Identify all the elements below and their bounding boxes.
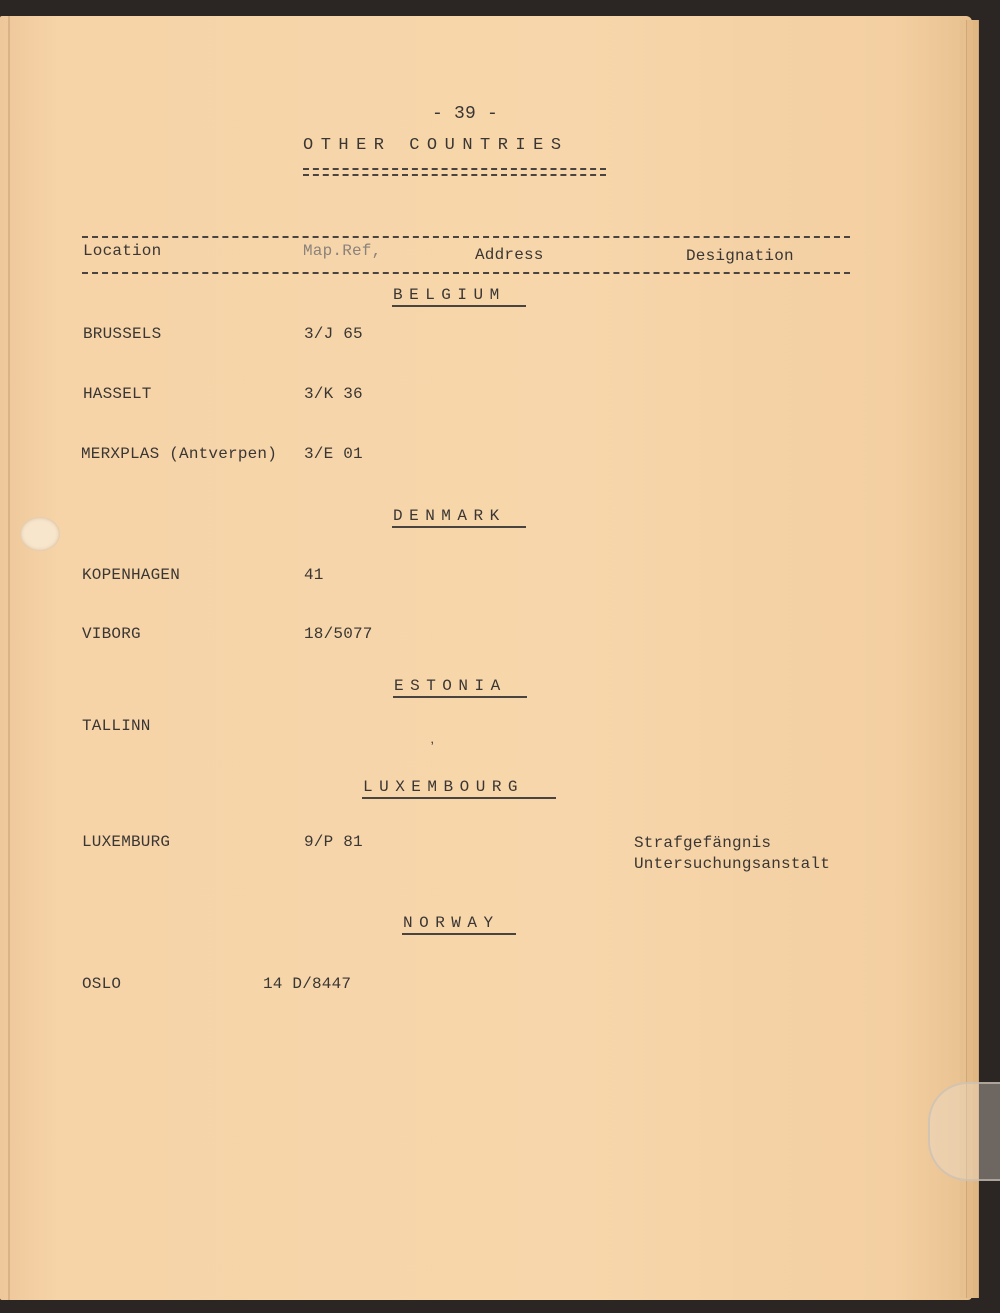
location-cell: MERXPLAS (Antverpen) — [81, 445, 278, 463]
location-cell: OSLO — [82, 975, 122, 993]
location-cell: LUXEMBURG — [82, 833, 171, 851]
location-cell: BRUSSELS — [83, 325, 162, 343]
country-heading-luxembourg: LUXEMBOURG — [363, 778, 525, 796]
map-ref-cell: 41 — [304, 566, 324, 584]
location-cell: TALLINN — [82, 717, 151, 735]
column-header-map-ref: Map.Ref, — [303, 242, 382, 260]
country-heading-estonia: ESTONIA — [394, 677, 507, 695]
country-underline — [392, 526, 526, 528]
page-title: OTHER COUNTRIES — [303, 136, 569, 155]
punch-hole — [20, 517, 60, 551]
map-ref-cell: 3/K 36 — [304, 385, 363, 403]
header-rule-top — [82, 236, 850, 238]
header-rule-bottom — [82, 272, 850, 274]
country-underline — [402, 933, 516, 935]
title-underline — [303, 174, 606, 176]
column-header-location: Location — [83, 242, 162, 260]
location-cell: KOPENHAGEN — [82, 566, 181, 584]
map-ref-cell: 9/P 81 — [304, 833, 363, 851]
location-cell: HASSELT — [83, 385, 152, 403]
ink-mark: ʼ — [428, 741, 437, 757]
country-heading-denmark: DENMARK — [393, 507, 506, 525]
page-spine-shadow — [8, 16, 10, 1300]
map-ref-cell: 3/E 01 — [304, 445, 363, 463]
country-underline — [362, 797, 556, 799]
document-page — [0, 16, 972, 1300]
column-header-designation: Designation — [686, 247, 794, 265]
designation-cell: Strafgefängnis — [634, 834, 772, 852]
page-number: - 39 - — [432, 104, 499, 124]
country-heading-belgium: BELGIUM — [393, 286, 506, 304]
map-ref-cell: 14 D/8447 — [263, 975, 352, 993]
map-ref-cell: 18/5077 — [304, 625, 373, 643]
country-heading-norway: NORWAY — [403, 914, 500, 932]
designation-cell: Untersuchungsanstalt — [634, 855, 831, 873]
map-ref-cell: 3/J 65 — [304, 325, 363, 343]
country-underline — [393, 696, 527, 698]
title-underline — [303, 168, 606, 170]
location-cell: VIBORG — [82, 625, 141, 643]
column-header-address: Address — [475, 246, 544, 264]
paper-clip — [928, 1082, 1000, 1181]
country-underline — [392, 305, 526, 307]
